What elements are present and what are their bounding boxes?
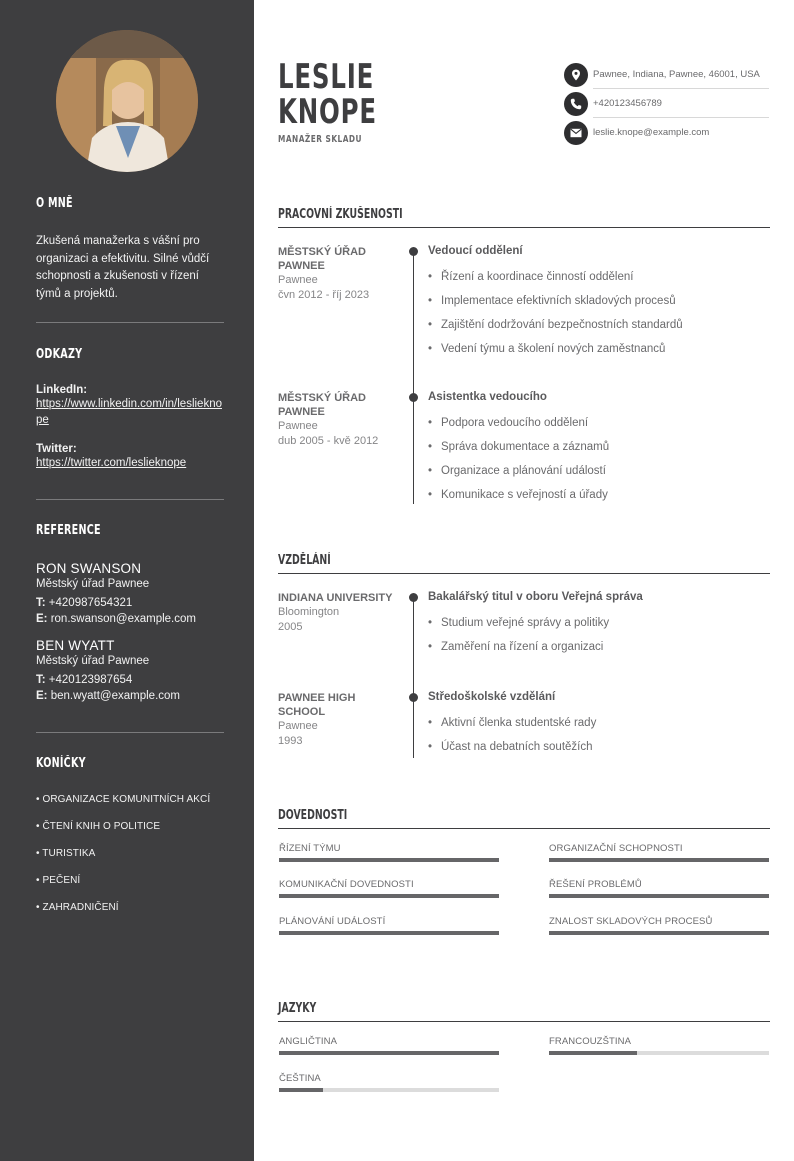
skill-track xyxy=(279,858,499,862)
profile-photo-image xyxy=(56,30,198,172)
timeline-dot xyxy=(409,393,418,402)
list-item: • Implementace efektivních skladových procesů xyxy=(428,289,770,313)
employer-name: MĚSTSKÝ ÚŘAD PAWNEE xyxy=(278,392,367,418)
language-label: ČEŠTINA xyxy=(279,1073,321,1084)
list-item: • Aktivní členka studentské rady xyxy=(428,711,770,735)
reference-org: Městský úřad Pawnee xyxy=(36,655,150,667)
phone-text: +420123456789 xyxy=(593,98,662,109)
link-item-twitter xyxy=(36,443,224,471)
section-rule xyxy=(278,828,770,829)
profile-photo xyxy=(56,30,198,172)
degree: Středoškolské vzdělání xyxy=(428,691,556,703)
school-location: Bloomington xyxy=(278,606,340,618)
employer-location: Pawnee xyxy=(278,274,318,286)
skill-label: ŘÍZENÍ TÝMU xyxy=(279,843,341,854)
skill-bar xyxy=(279,843,499,862)
language-track xyxy=(279,1088,499,1092)
timeline-dot xyxy=(409,247,418,256)
languages-heading: JAZYKY xyxy=(278,1001,317,1016)
employer-name: MĚSTSKÝ ÚŘAD PAWNEE xyxy=(278,246,367,272)
skills-heading: DOVEDNOSTI xyxy=(278,808,348,823)
reference-item xyxy=(36,561,224,627)
experience-heading: PRACOVNÍ ZKUŠENOSTI xyxy=(278,207,403,222)
phone-prefix: T: xyxy=(36,597,46,609)
list-item: • Organizace a plánování událostí xyxy=(428,459,770,483)
phone-icon xyxy=(564,92,588,116)
skill-track xyxy=(549,894,769,898)
experience-entry-meta xyxy=(278,391,398,448)
education-heading: VZDĚLÁNÍ xyxy=(278,553,331,568)
twitter-link[interactable]: https://twitter.com/leslieknope xyxy=(36,457,187,469)
reference-item xyxy=(36,638,224,704)
skill-track xyxy=(279,894,499,898)
timeline-line xyxy=(413,596,414,758)
divider xyxy=(36,499,224,500)
experience-entry-meta xyxy=(278,245,398,302)
references-section xyxy=(36,523,224,704)
skill-track xyxy=(279,931,499,935)
skill-fill xyxy=(549,858,769,862)
skill-fill xyxy=(279,858,499,862)
section-rule xyxy=(278,227,770,228)
linkedin-link[interactable]: https://www.linkedin.com/in/leslieknope xyxy=(36,398,222,426)
list-item: • Vedení týmu a školení nových zaměstnanců xyxy=(428,337,770,361)
person-name xyxy=(278,57,377,132)
experience-entry xyxy=(428,391,770,507)
graduation-year: 1993 xyxy=(278,734,303,747)
reference-name: BEN WYATT xyxy=(36,638,115,653)
language-label: FRANCOUZŠTINA xyxy=(549,1036,632,1047)
address-text: Pawnee, Indiana, Pawnee, 46001, USA xyxy=(593,69,760,80)
about-text: Zkušená manažerka s vášní pro organizaci a efektivitu. Silné vůdčí schopnosti a zkušenosti v řízení týmů a projektů. xyxy=(36,235,210,300)
skill-bar xyxy=(549,916,769,935)
employer-location: Pawnee xyxy=(278,420,318,432)
sidebar xyxy=(0,0,254,1161)
phone-prefix: T: xyxy=(36,674,46,686)
reference-email: ron.swanson@example.com xyxy=(50,613,196,625)
education-entry xyxy=(428,691,770,759)
list-item: • Zaměření na řízení a organizaci xyxy=(428,635,770,659)
school-name: PAWNEE HIGH SCHOOL xyxy=(278,692,356,718)
language-bar xyxy=(549,1036,769,1055)
skill-bar xyxy=(279,879,499,898)
hobbies-heading: KONÍČKY xyxy=(36,756,86,771)
skill-fill xyxy=(279,931,499,935)
job-title: MANAŽER SKLADU xyxy=(278,134,363,145)
language-track xyxy=(549,1051,769,1055)
section-rule xyxy=(278,573,770,574)
skill-label: ORGANIZAČNÍ SCHOPNOSTI xyxy=(549,843,683,854)
divider xyxy=(36,732,224,733)
link-item-linkedin xyxy=(36,384,224,428)
hobby-item: • ZAHRADNIČENÍ xyxy=(36,902,119,913)
reference-phone: +420123987654 xyxy=(48,674,133,686)
list-item: • Zajištění dodržování bezpečnostních standardů xyxy=(428,313,770,337)
list-item: • Komunikace s veřejností a úřady xyxy=(428,483,770,507)
language-bar xyxy=(279,1036,499,1055)
timeline-line xyxy=(413,250,414,504)
reference-name: RON SWANSON xyxy=(36,561,142,576)
employment-dates: čvn 2012 - říj 2023 xyxy=(278,288,370,301)
email-text: leslie.knope@example.com xyxy=(593,127,710,138)
school-name: INDIANA UNIVERSITY xyxy=(278,592,393,604)
about-section xyxy=(36,196,224,303)
email-prefix: E: xyxy=(36,613,48,625)
links-heading: ODKAZY xyxy=(36,347,83,362)
reference-email: ben.wyatt@example.com xyxy=(50,690,180,702)
divider xyxy=(36,322,224,323)
skill-label: KOMUNIKAČNÍ DOVEDNOSTI xyxy=(279,879,414,890)
experience-entry xyxy=(428,245,770,361)
link-label: LinkedIn: xyxy=(36,384,88,396)
link-label: Twitter: xyxy=(36,443,77,455)
skill-label: ŘEŠENÍ PROBLÉMŮ xyxy=(549,879,642,890)
envelope-icon xyxy=(564,121,588,145)
graduation-year: 2005 xyxy=(278,620,303,633)
hobby-item: • ORGANIZACE KOMUNITNÍCH AKCÍ xyxy=(36,794,211,805)
job-role: Vedoucí oddělení xyxy=(428,245,523,257)
employment-dates: dub 2005 - kvě 2012 xyxy=(278,434,379,447)
skill-fill xyxy=(549,894,769,898)
language-fill xyxy=(279,1088,323,1092)
hobbies-section xyxy=(36,756,224,921)
skill-bar xyxy=(549,879,769,898)
education-entry xyxy=(428,591,770,659)
reference-org: Městský úřad Pawnee xyxy=(36,578,150,590)
contact-email xyxy=(564,118,769,147)
list-item: • Studium veřejné správy a politiky xyxy=(428,611,770,635)
language-track xyxy=(279,1051,499,1055)
contact-phone xyxy=(564,89,769,118)
timeline-dot xyxy=(409,693,418,702)
education-entry-meta xyxy=(278,591,398,634)
skill-bar xyxy=(549,843,769,862)
skill-fill xyxy=(279,894,499,898)
education-entry-meta xyxy=(278,691,398,748)
list-item: • Podpora vedoucího oddělení xyxy=(428,411,770,435)
reference-phone: +420987654321 xyxy=(48,597,133,609)
language-bar xyxy=(279,1073,499,1092)
job-role: Asistentka vedoucího xyxy=(428,391,547,403)
skill-track xyxy=(549,858,769,862)
degree: Bakalářský titul v oboru Veřejná správa xyxy=(428,591,643,603)
skill-bar xyxy=(279,916,499,935)
hobby-item: • ČTENÍ KNIH O POLITICE xyxy=(36,821,161,832)
contact-address xyxy=(564,60,769,89)
skill-label: PLÁNOVÁNÍ UDÁLOSTÍ xyxy=(279,916,386,927)
skill-fill xyxy=(549,931,769,935)
skill-track xyxy=(549,931,769,935)
hobby-item: • TURISTIKA xyxy=(36,848,96,859)
list-item: • Řízení a koordinace činností oddělení xyxy=(428,265,770,289)
email-prefix: E: xyxy=(36,690,48,702)
last-name: KNOPE xyxy=(278,92,377,132)
section-rule xyxy=(278,1021,770,1022)
links-section xyxy=(36,347,224,471)
timeline-dot xyxy=(409,593,418,602)
location-pin-icon xyxy=(564,63,588,87)
language-label: ANGLIČTINA xyxy=(279,1036,338,1047)
school-location: Pawnee xyxy=(278,720,318,732)
list-item: • Účast na debatních soutěžích xyxy=(428,735,770,759)
about-heading: O MNĚ xyxy=(36,196,73,211)
hobby-item: • PEČENÍ xyxy=(36,875,81,886)
first-name: LESLIE xyxy=(278,57,375,97)
list-item: • Správa dokumentace a záznamů xyxy=(428,435,770,459)
references-heading: REFERENCE xyxy=(36,523,101,538)
language-fill xyxy=(279,1051,499,1055)
language-fill xyxy=(549,1051,637,1055)
skill-label: ZNALOST SKLADOVÝCH PROCESŮ xyxy=(549,916,713,927)
